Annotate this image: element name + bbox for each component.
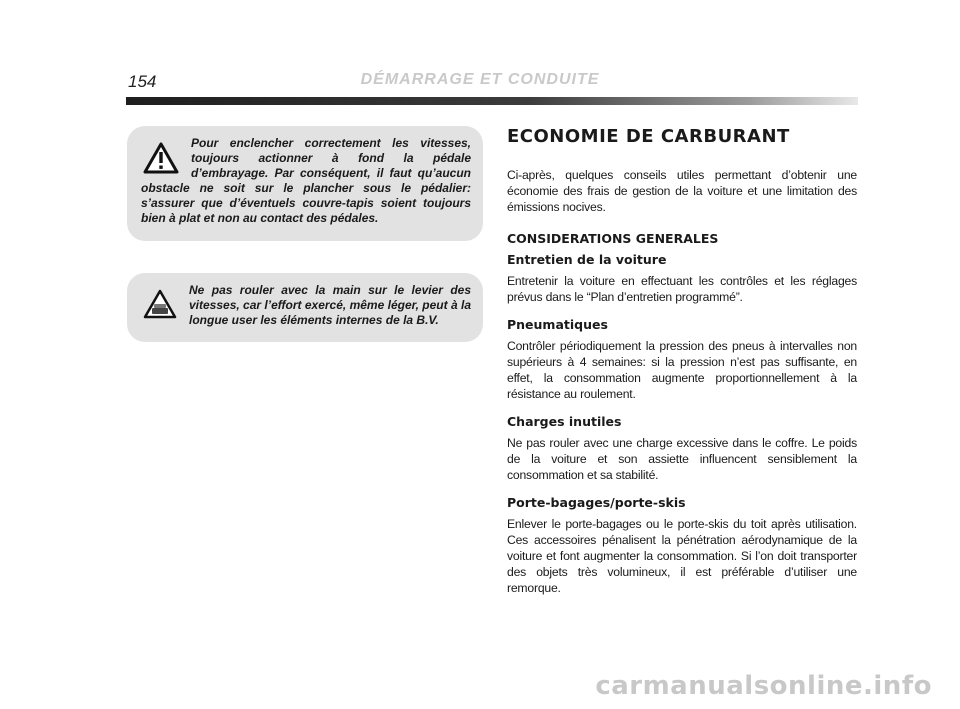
section-heading: Charges inutiles xyxy=(507,414,622,429)
section-text: Ne pas rouler avec une charge excessive dans le coffre. Le poids de la voiture et son assiette influencent sensiblement la consommation et sa stabilité. xyxy=(507,436,857,482)
section-heading: Pneumatiques xyxy=(507,317,608,332)
section-text: Entretenir la voiture en effectuant les contrôles et les réglages prévus dans le “Plan d’entretien programmé”. xyxy=(507,274,857,304)
subsection-heading: CONSIDERATIONS GENERALES xyxy=(507,231,719,246)
warning-triangle-icon xyxy=(143,142,179,174)
page-number: 154 xyxy=(128,72,157,91)
warning-text: Ne pas rouler avec la main sur le levier des vitesses, car l’effort exercé, même léger, peut à la longue user les éléments internes de la B.V. xyxy=(189,283,471,327)
section-text: Enlever le porte-bagages ou le porte-skis du toit après utilisation. Ces accessoires pénalisent la pénétration aérodynamique de la voiture et font augmenter la consommation. Si l’on doit transporter des objets très volumineux, il est préférable d’utiliser une remorque. xyxy=(507,517,857,595)
section-text: Contrôler périodiquement la pression des pneus à intervalles non supérieurs à 4 semaines: si la pression n’est pas suffisante, en effet, la consommation augmente proportionnellement à la résistance au roulement. xyxy=(507,339,857,401)
main-content xyxy=(507,126,857,596)
watermark: carmanualsonline.info xyxy=(595,671,932,701)
intro-paragraph: Ci-après, quelques conseils utiles permettant d’obtenir une économie des frais de gestion de la voiture et une limitation des émissions nocives. xyxy=(507,168,857,214)
warning-box xyxy=(127,126,483,241)
warning-box xyxy=(127,273,483,342)
header-rule xyxy=(126,97,858,105)
section-heading: Porte-bagages/porte-skis xyxy=(507,495,686,510)
section-title: DÉMARRAGE ET CONDUITE xyxy=(360,71,600,88)
warning-text: Pour enclencher correctement les vitesses, toujours actionner à fond la pédale d’embrayage. Par conséquent, il faut qu’aucun obstacle ne soit sur le plancher sous le pédalier: s’assurer que d’éventuels couvre-tapis soient toujours bien à plat et non au contact des pédales. xyxy=(141,136,471,225)
page-heading: ECONOMIE DE CARBURANT xyxy=(507,126,790,147)
gearbox-caution-icon xyxy=(143,289,177,319)
section-heading: Entretien de la voiture xyxy=(507,252,667,267)
